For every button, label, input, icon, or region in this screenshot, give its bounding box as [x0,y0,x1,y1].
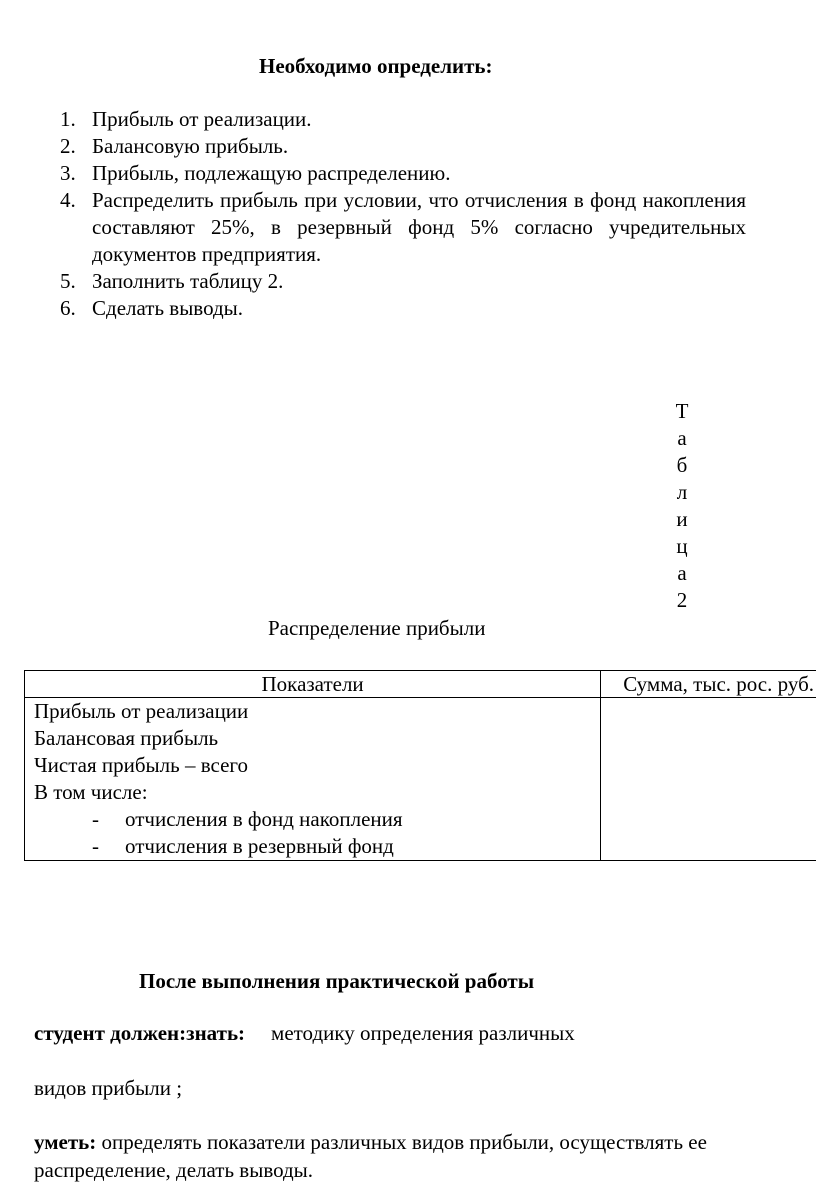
section-heading: Необходимо определить: [259,54,493,79]
item-text: Балансовую прибыль. [92,134,288,158]
knowledge-continuation: видов прибыли ; [34,1076,182,1101]
label-letter: б [672,452,692,479]
column-header: Показатели [25,671,601,698]
list-item [60,106,746,133]
amount-cell [601,698,816,861]
label-letter: а [672,560,692,587]
item-text: Прибыль, подлежащую распределению. [92,161,450,185]
table-row [25,698,816,861]
profit-distribution-table [24,670,816,861]
list-item [60,133,746,160]
item-text: Сделать выводы. [92,296,243,320]
outcomes-heading: После выполнения практической работы [139,969,534,994]
item-text: Заполнить таблицу 2. [92,269,283,293]
item-text: Распределить прибыль при условии, что отчисления в фонд накопления составляют 25%, в резервный фонд 5% согласно учредительных документов предприятия. [92,188,746,266]
label-letter: Т [672,398,692,425]
table-row-label: Прибыль от реализации [34,698,591,725]
knowledge-label: студент должен:знать: [34,1021,245,1045]
table-row-label: отчисления в резервный фонд [125,834,394,858]
task-list [60,106,746,322]
dash-marker: - [92,806,125,833]
list-item [60,160,746,187]
item-number: 6. [60,295,76,322]
label-letter: и [672,506,692,533]
table-sub-row [34,806,591,833]
item-number: 4. [60,187,76,214]
table-row-label: Чистая прибыль – всего [34,752,591,779]
table-header-row [25,671,816,698]
item-number: 5. [60,268,76,295]
dash-marker: - [92,833,125,860]
label-letter: л [672,479,692,506]
item-number: 2. [60,133,76,160]
label-letter: ц [672,533,692,560]
knowledge-text: методику определения различных [271,1021,575,1045]
table-title: Распределение прибыли [268,616,485,641]
table-number-label [672,398,692,614]
list-item [60,187,746,268]
knowledge-line [34,1021,575,1046]
item-number: 1. [60,106,76,133]
table-sub-row [34,833,591,860]
column-header: Сумма, тыс. рос. руб. [601,671,816,698]
label-letter: а [672,425,692,452]
list-item [60,295,746,322]
skills-paragraph [34,1128,794,1184]
skills-text: определять показатели различных видов прибыли, осуществлять ее распределение, делать выводы. [34,1130,707,1182]
item-text: Прибыль от реализации. [92,107,312,131]
list-item [60,268,746,295]
table-row-label: Балансовая прибыль [34,725,591,752]
indicators-cell [25,698,601,861]
table-row-label: отчисления в фонд накопления [125,807,403,831]
skills-label: уметь: [34,1130,96,1154]
label-letter: 2 [672,587,692,614]
item-number: 3. [60,160,76,187]
table-row-label: В том числе: [34,779,591,806]
